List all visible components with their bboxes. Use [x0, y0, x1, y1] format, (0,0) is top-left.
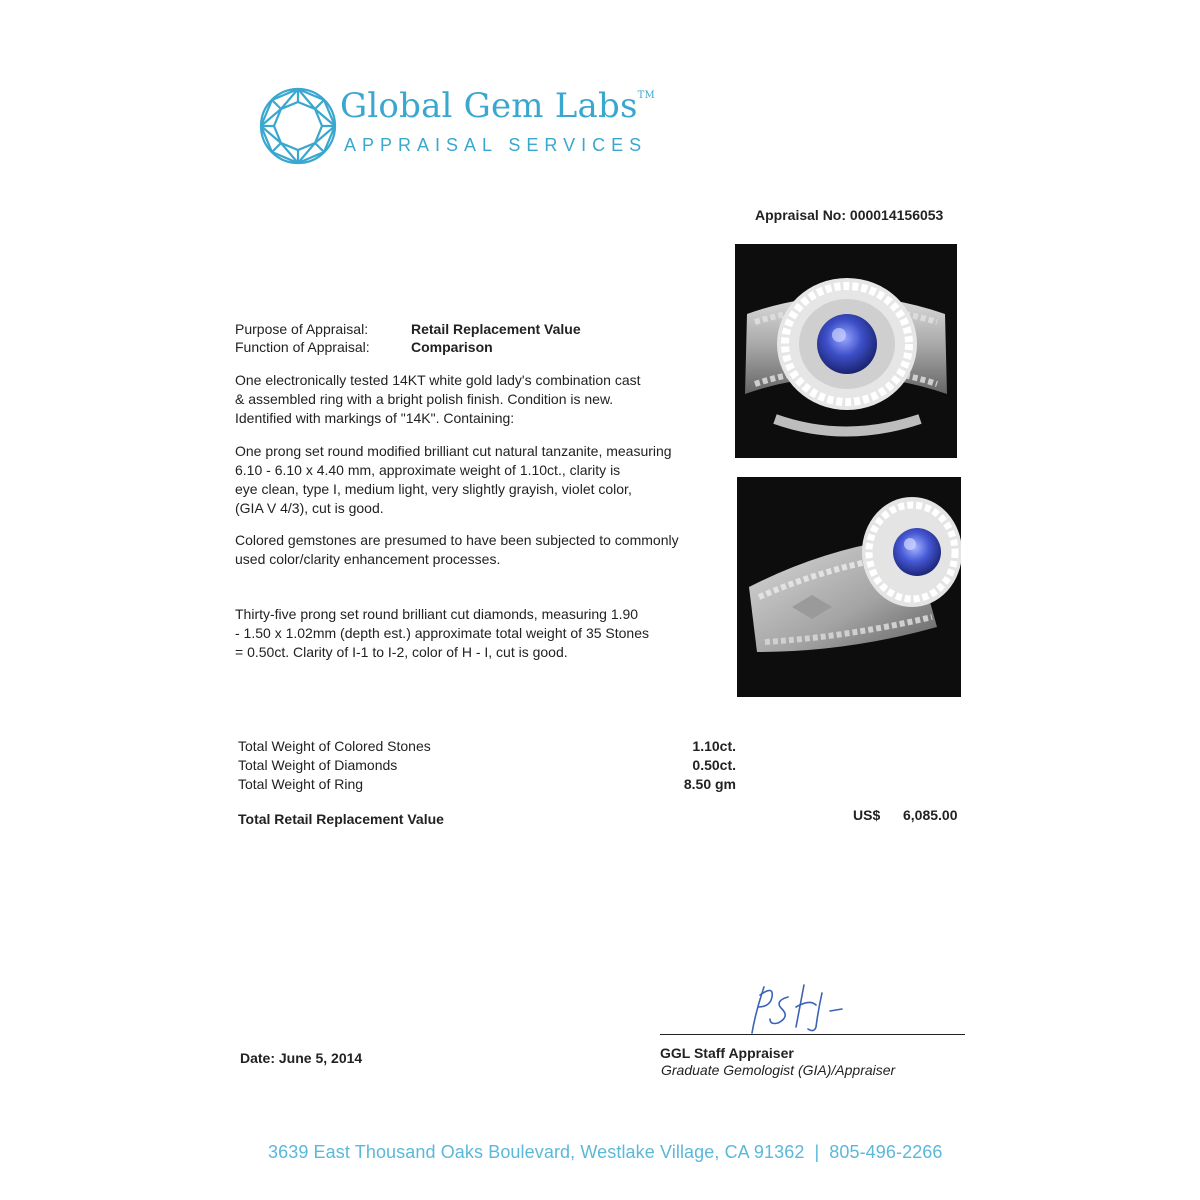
footer-contact	[268, 1142, 943, 1163]
brand-name	[340, 86, 655, 126]
total-label: Total Weight of Colored Stones	[238, 738, 431, 754]
handwritten-signature	[730, 975, 860, 1037]
tanzanite-description: One prong set round modified brilliant cut natural tanzanite, measuring 6.10 - 6.10 x 4.40 mm, approximate weight of 1.10ct., clarity is eye clean, type I, medium light, very slightly grayish, violet color, (GIA V 4/3), cut is good.	[235, 443, 672, 516]
total-label: Total Weight of Diamonds	[238, 757, 398, 773]
total-value: 1.10ct.	[692, 738, 736, 754]
function-value: Comparison	[411, 339, 493, 355]
ring-angled-illustration	[737, 477, 961, 697]
signature-line	[660, 1034, 965, 1035]
purpose-section	[235, 320, 581, 356]
footer-phone: 805-496-2266	[829, 1142, 943, 1162]
retail-value-label: Total Retail Replacement Value	[238, 811, 444, 827]
gem-outline-icon	[258, 86, 338, 166]
footer-separator: |	[814, 1142, 820, 1162]
signer-credentials: Graduate Gemologist (GIA)/Appraiser	[661, 1062, 896, 1078]
total-row	[238, 775, 738, 794]
retail-amount: 6,085.00	[903, 807, 958, 823]
appraisal-number: Appraisal No: 000014156053	[755, 207, 944, 223]
signer-title: GGL Staff Appraiser	[660, 1045, 794, 1061]
purpose-value: Retail Replacement Value	[411, 321, 581, 337]
total-row	[238, 756, 738, 775]
diamonds-description: Thirty-five prong set round brilliant cut diamonds, measuring 1.90 - 1.50 x 1.02mm (depth est.) approximate total weight of 35 Stones = 0.50ct. Clarity of I-1 to I-2, color of H - I, cut is good.	[235, 606, 649, 660]
trademark-mark: TM	[637, 90, 655, 101]
function-row	[235, 338, 581, 356]
total-value: 8.50 gm	[683, 776, 736, 792]
purpose-row	[235, 320, 581, 338]
ring-photo-angled	[737, 477, 961, 697]
retail-currency: US$	[853, 807, 881, 823]
appraisal-date: Date: June 5, 2014	[240, 1050, 363, 1066]
brand-tagline: APPRAISAL SERVICES	[344, 135, 648, 155]
brand-name-text: Global Gem Labs	[340, 86, 638, 126]
total-label: Total Weight of Ring	[238, 776, 364, 792]
total-value: 0.50ct.	[692, 757, 736, 773]
purpose-label: Purpose of Appraisal:	[235, 321, 369, 337]
weight-totals	[238, 737, 738, 794]
total-row	[238, 737, 738, 756]
ring-description: One electronically tested 14KT white gold lady's combination cast & assembled ring with a bright polish finish. Condition is new. Identified with markings of "14K". Containing:	[235, 372, 641, 426]
footer-address: 3639 East Thousand Oaks Boulevard, Westlake Village, CA 91362	[268, 1142, 805, 1162]
ring-photo-front	[735, 244, 957, 458]
ring-front-illustration	[735, 244, 957, 458]
function-label: Function of Appraisal:	[235, 339, 370, 355]
colored-gemstone-note: Colored gemstones are presumed to have been subjected to commonly used color/clarity enhancement processes.	[235, 532, 679, 567]
